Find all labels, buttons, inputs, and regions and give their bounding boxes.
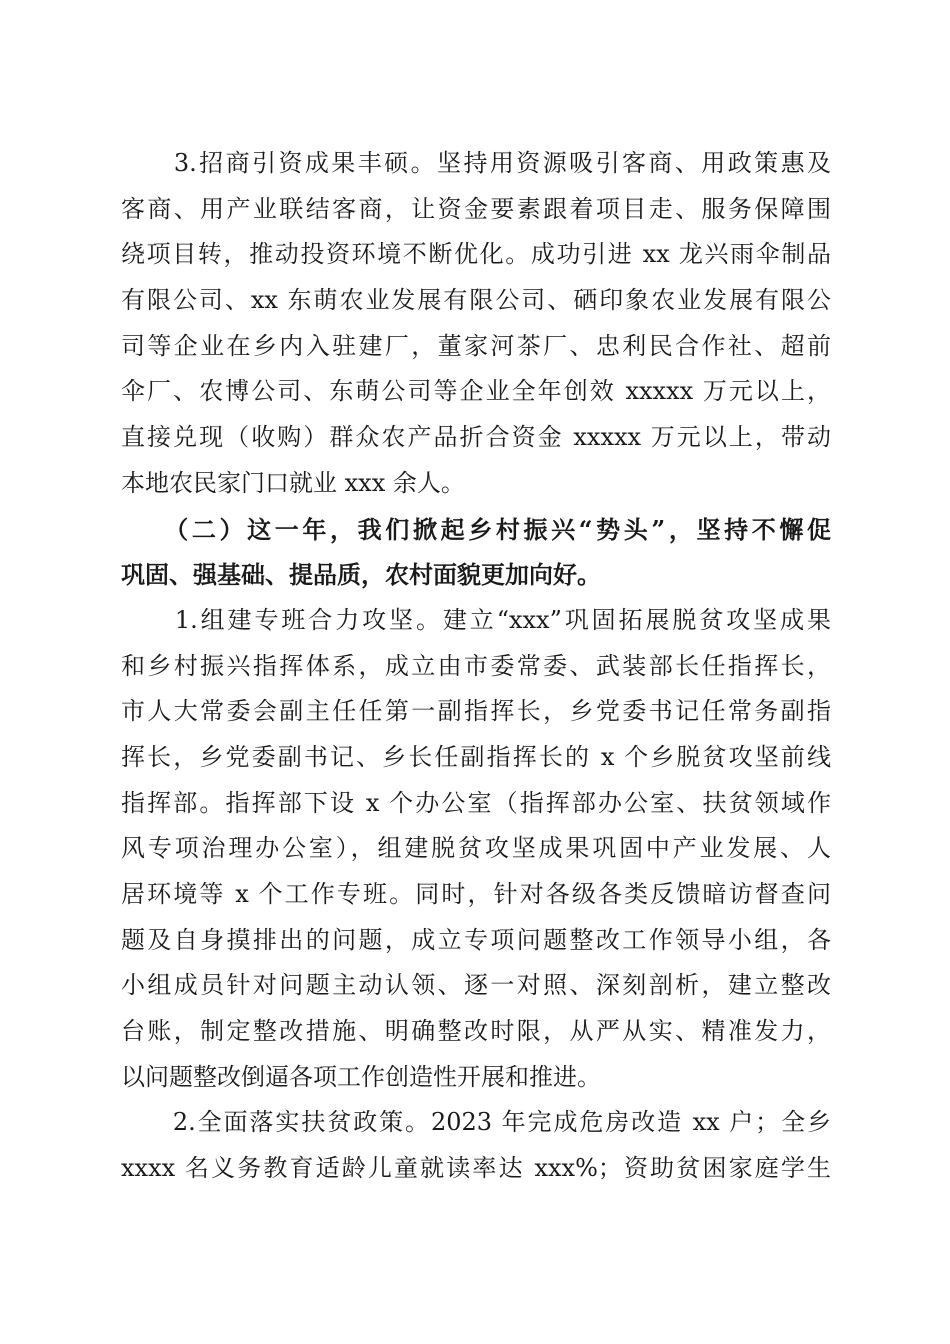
paragraph-line: 题及自身摸排出的问题，成立专项问题整改工作领导小组，各 <box>121 925 831 954</box>
paragraph-line: 市人大常委会副主任任第一副指挥长，乡党委书记任常务副指 <box>121 697 831 726</box>
document-body <box>121 141 831 1192</box>
paragraph-line: 1.组建专班合力攻坚。建立“xxx”巩固拓展脱贫攻坚成果 <box>121 605 831 634</box>
paragraph-line: 小组成员针对问题主动认领、逐一对照、深刻剖析，建立整改 <box>121 971 831 1000</box>
paragraph-line: 直接兑现（收购）群众农产品折合资金 xxxxx 万元以上，带动 <box>121 423 831 452</box>
paragraph-line: 3.招商引资成果丰硕。坚持用资源吸引客商、用政策惠及 <box>121 149 831 177</box>
paragraph-line: 风专项治理办公室），组建脱贫攻坚成果巩固中产业发展、人 <box>121 834 831 863</box>
paragraph-line: 挥长，乡党委副书记、乡长任副指挥长的 x 个乡脱贫攻坚前线 <box>121 742 831 771</box>
paragraph-line: 和乡村振兴指挥体系，成立由市委常委、武装部长任指挥长， <box>121 651 831 680</box>
paragraph-line: xxxx 名义务教育适龄儿童就读率达 xxx%；资助贫困家庭学生 <box>121 1154 831 1183</box>
paragraph-line: 2.全面落实扶贫政策。2023 年完成危房改造 xx 户；全乡 <box>121 1108 831 1137</box>
paragraph-line: 台账，制定整改措施、明确整改时限，从严从实、精准发力， <box>121 1017 831 1046</box>
paragraph-line: 客商、用产业联结客商，让资金要素跟着项目走、服务保障围 <box>121 194 831 223</box>
paragraph-line: 绕项目转，推动投资环境不断优化。成功引进 xx 龙兴雨伞制品 <box>121 240 831 269</box>
paragraph-line: 居环境等 x 个工作专班。同时，针对各级各类反馈暗访督查问 <box>121 880 831 908</box>
paragraph-line: 司等企业在乡内入驻建厂，董家河茶厂、忠利民合作社、超前 <box>121 331 831 360</box>
paragraph-line: 伞厂、农博公司、东萌公司等企业全年创效 xxxxx 万元以上， <box>121 377 831 406</box>
section-heading-line: （二）这一年，我们掀起乡村振兴“势头”，坚持不懈促 <box>121 514 831 544</box>
paragraph-line: 本地农民家门口就业 xxx 余人。 <box>121 468 465 497</box>
paragraph-line: 有限公司、xx 东萌农业发展有限公司、硒印象农业发展有限公 <box>121 286 831 315</box>
paragraph-line: 指挥部。指挥部下设 x 个办公室（指挥部办公室、扶贫领域作 <box>121 788 831 817</box>
section-heading-line: 巩固、强基础、提品质，农村面貌更加向好。 <box>121 560 601 590</box>
paragraph-line: 以问题整改倒逼各项工作创造性开展和推进。 <box>121 1062 601 1091</box>
